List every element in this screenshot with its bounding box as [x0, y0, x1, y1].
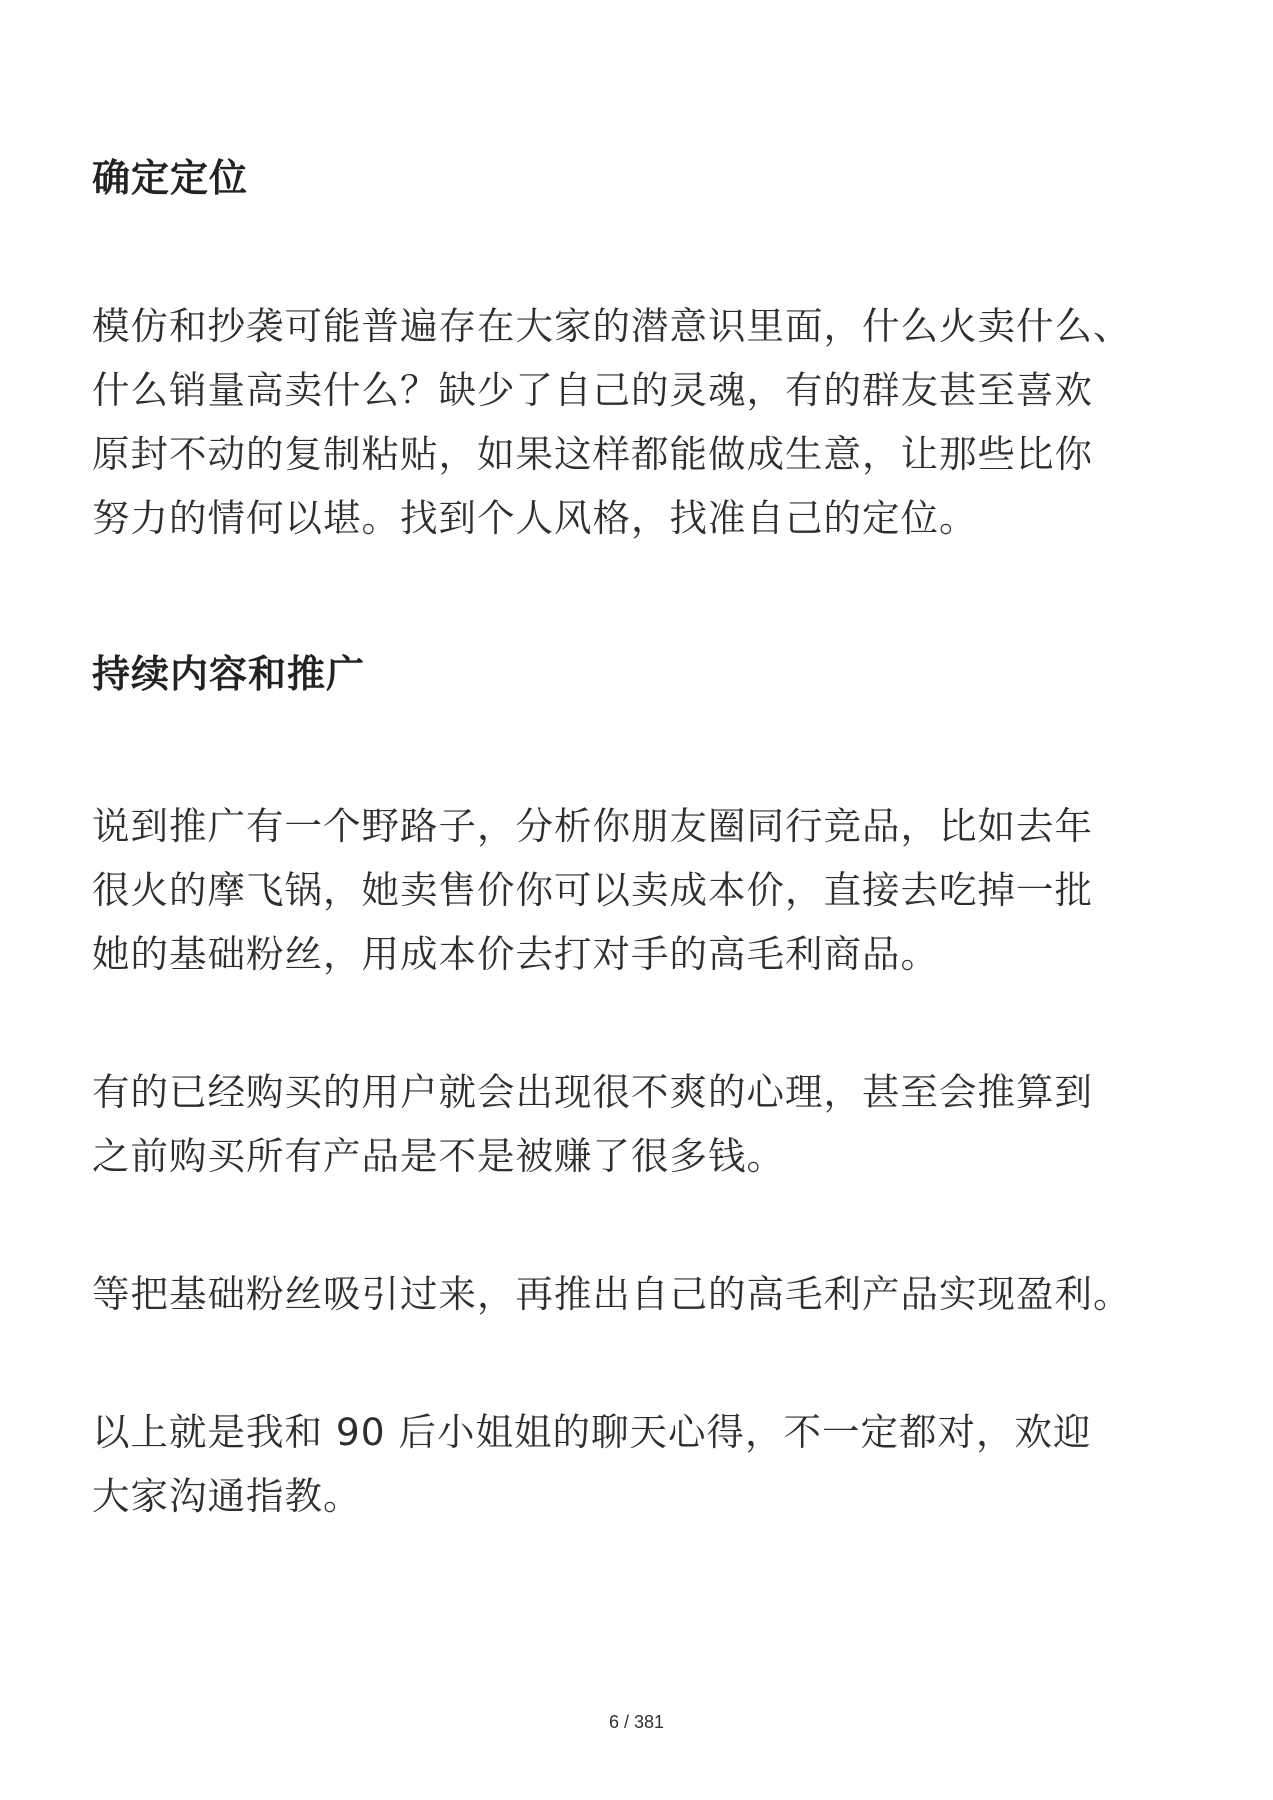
- paragraph-positioning: [92, 294, 1192, 550]
- section-heading-positioning: 确定定位: [92, 156, 249, 200]
- page-indicator: 6 / 381: [608, 1712, 665, 1732]
- text-line: 说到推广有一个野路子，分析你朋友圈同行竞品，比如去年: [92, 804, 1093, 848]
- text-line: 努力的情何以堪。找到个人风格，找准自己的定位。: [92, 496, 978, 540]
- text-line: 模仿和抄袭可能普遍存在大家的潜意识里面，什么火卖什么、: [92, 304, 1132, 348]
- text-line: 之前购买所有产品是不是被赚了很多钱。: [92, 1134, 785, 1178]
- paragraph-promotion-2: [92, 1060, 1192, 1188]
- text-line: 大家沟通指教。: [92, 1474, 362, 1518]
- text-line: 她的基础粉丝，用成本价去打对手的高毛利商品。: [92, 932, 939, 976]
- paragraph-closing: [92, 1400, 1192, 1528]
- text-line: 以上就是我和 90 后小姐姐的聊天心得，不一定都对，欢迎: [92, 1410, 1092, 1454]
- text-line: 有的已经购买的用户就会出现很不爽的心理，甚至会推算到: [92, 1070, 1093, 1114]
- paragraph-promotion-1: [92, 794, 1192, 986]
- text-line: 什么销量高卖什么？缺少了自己的灵魂，有的群友甚至喜欢: [92, 368, 1093, 412]
- document-content: [92, 148, 1192, 1528]
- paragraph-promotion-3: [92, 1262, 1192, 1326]
- text-line: 很火的摩飞锅，她卖售价你可以卖成本价，直接去吃掉一批: [92, 868, 1093, 912]
- text-line: 原封不动的复制粘贴，如果这样都能做成生意，让那些比你: [92, 432, 1093, 476]
- text-line: 等把基础粉丝吸引过来，再推出自己的高毛利产品实现盈利。: [92, 1272, 1132, 1316]
- section-heading-promotion: 持续内容和推广: [92, 652, 366, 696]
